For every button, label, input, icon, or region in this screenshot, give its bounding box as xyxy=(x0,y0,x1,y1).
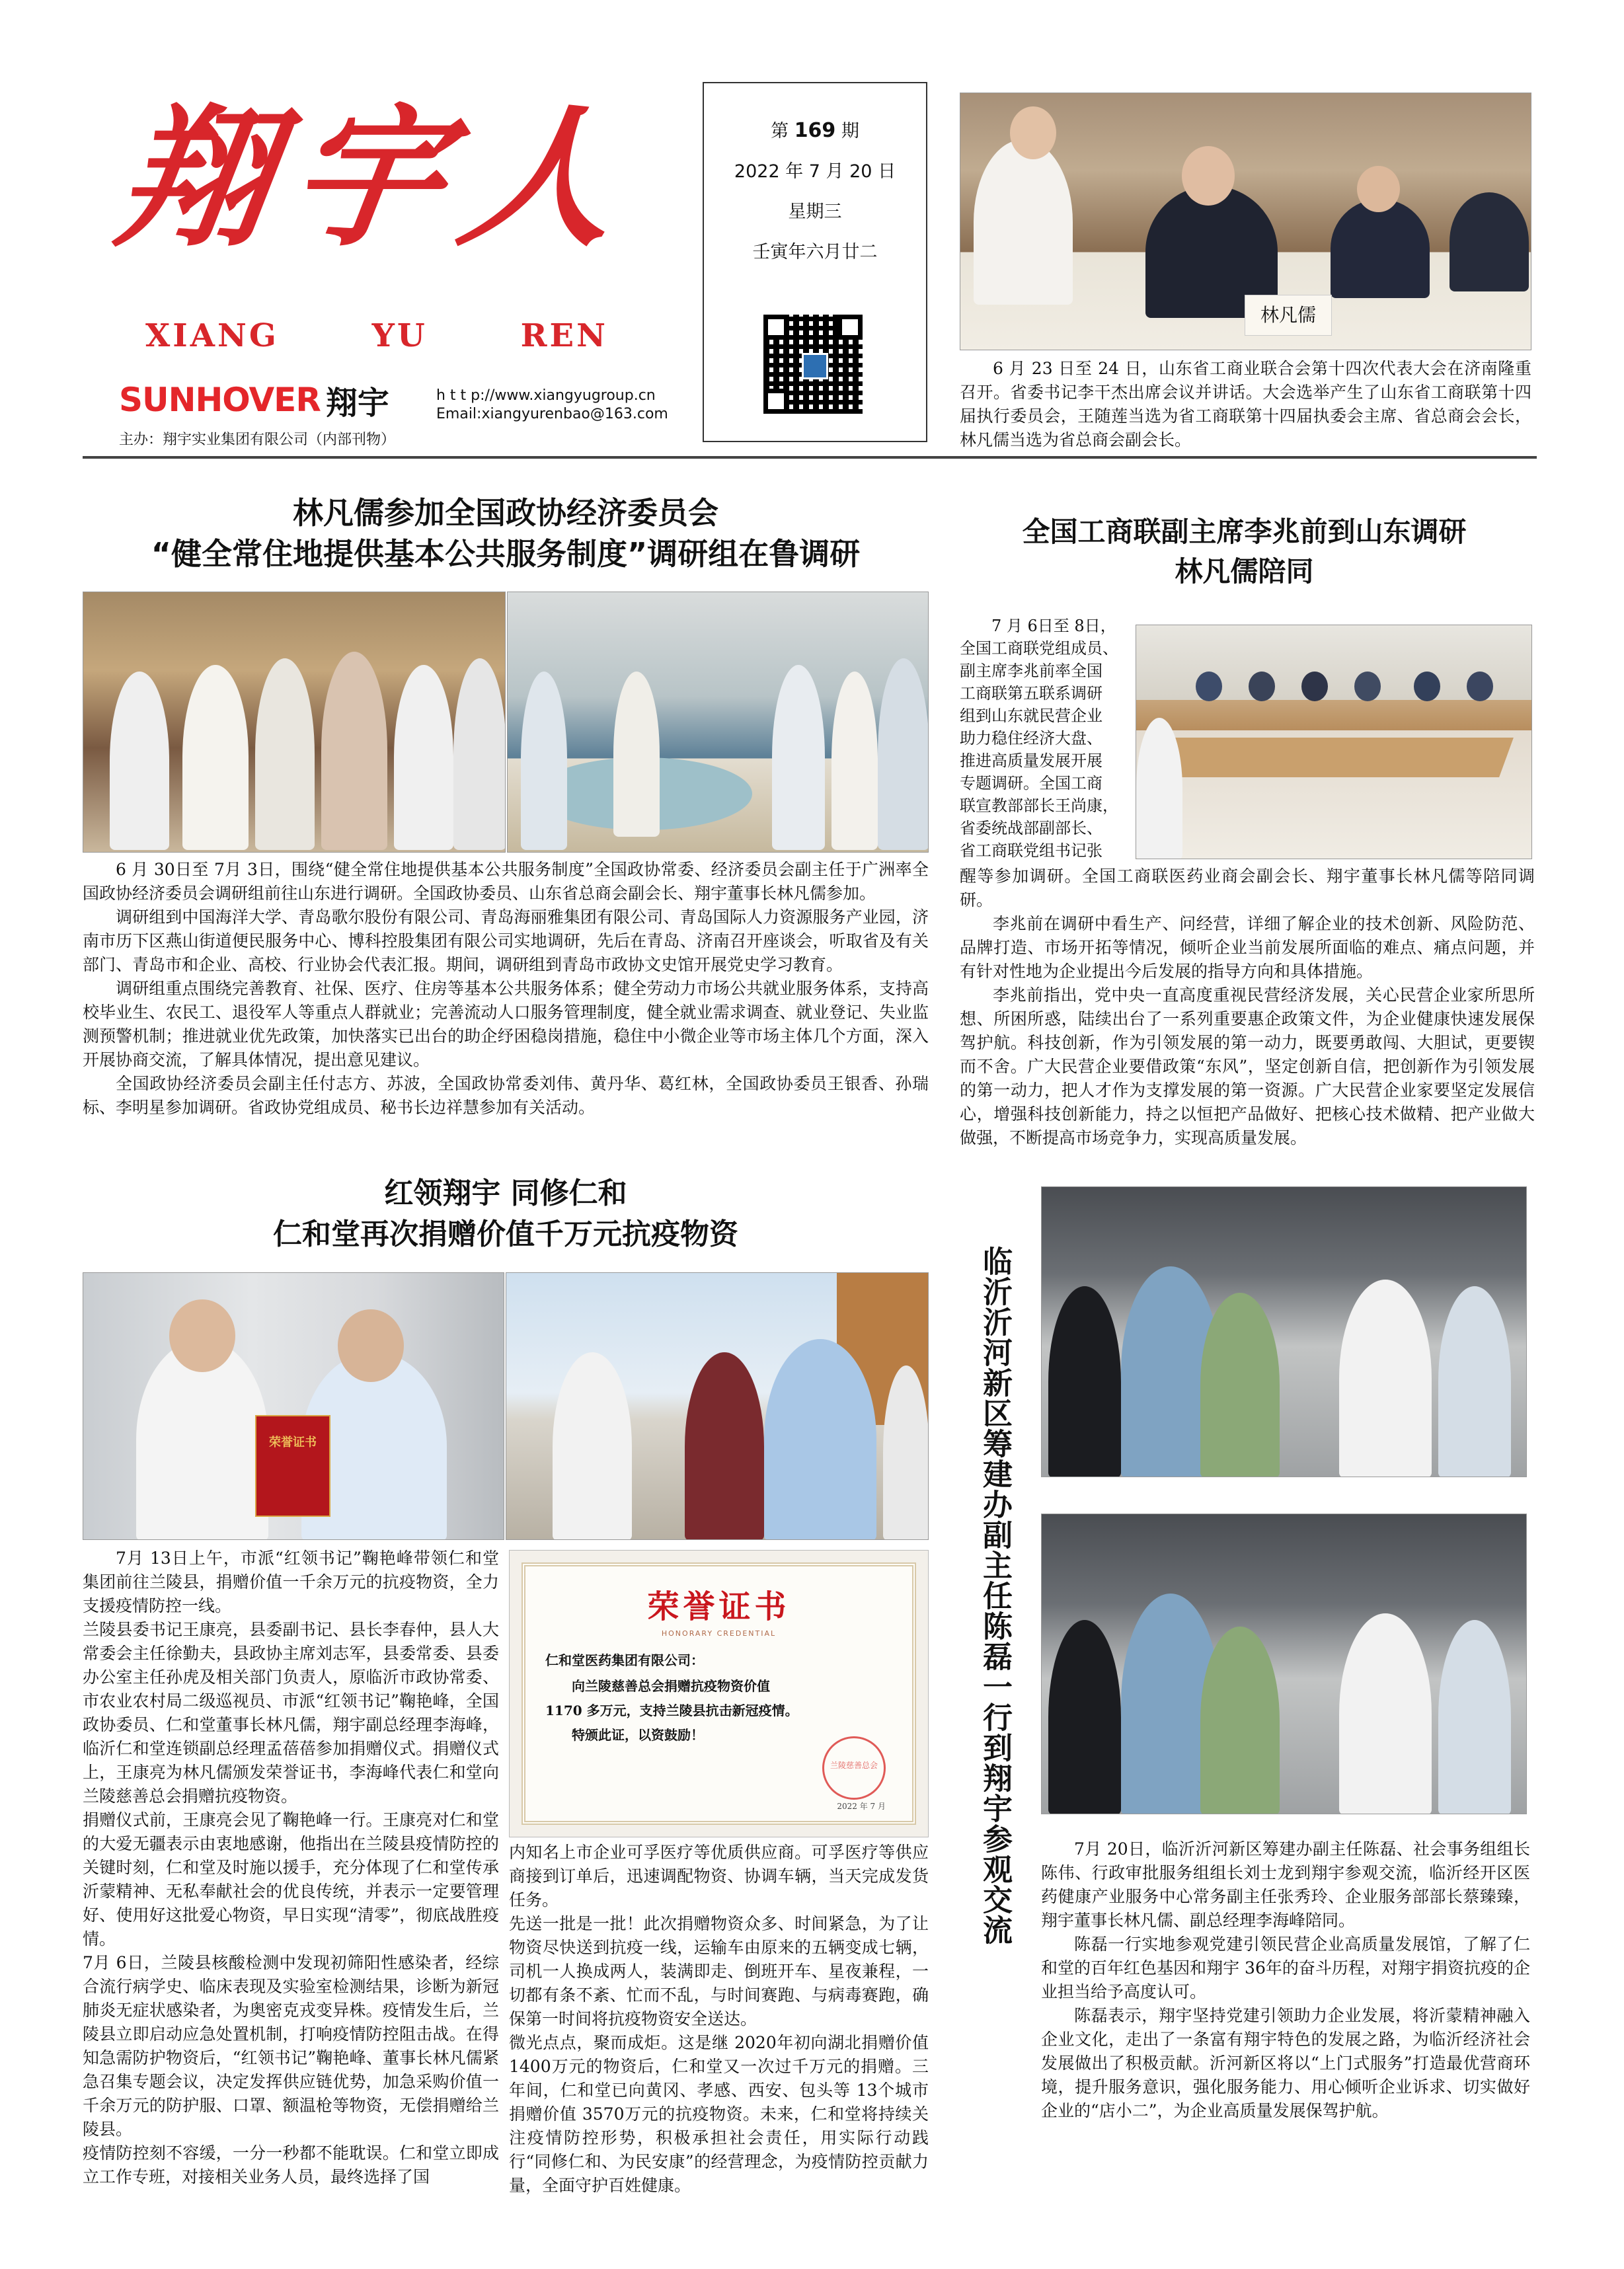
article1-paragraph: 调研组到中国海洋大学、青岛歌尔股份有限公司、青岛海丽雅集团有限公司、青岛国际人力资源服务产业园，济南市历下区燕山街道便民服务中心、博科控股集团有限公司实地调研，先后在青岛、济南召开座谈会，听取省及有关部门、青岛市和企业、高校、行业协会代表汇报。期间，调研组到青岛市政协文史馆开展党史学习教育。 xyxy=(83,907,929,974)
article2-intro-line: 省委统战部副部长、 xyxy=(960,819,1102,837)
roman-ren: REN xyxy=(520,317,608,354)
article1-paragraph: 调研组重点围绕完善教育、社保、医疗、住房等基本公共服务体系；健全劳动力市场公共就业服务体系，支持高校毕业生、农民工、退役军人等重点人群就业；完善流动人口服务管理制度，健全就业需求调查、就业登记、失业监测预警机制；推进就业优先政策，加快落实已出台的助企纾困稳岗措施，稳住中小微企业等市场主体几个方面，深入开展协商交流，了解具体情况，提出意见建议。 xyxy=(83,979,929,1069)
honor-folder-text: 荣誉证书 xyxy=(269,1436,317,1449)
masthead-roman xyxy=(145,317,608,357)
certificate-line3: 特颁此证，以资鼓励！ xyxy=(572,1727,704,1743)
top-photo-caption: 6 月 23 日至 24 日，山东省工商业联合会第十四次代表大会在济南隆重召开。省委书记李干杰出席会议并讲话。大会选举产生了山东省工商联第十四届执行委员会，王随莲当选为省工商联第十四届执委会主席、省总商会会长，林凡儒当选为省总商会副会长。 xyxy=(960,359,1531,449)
article2-title-line1: 全国工商联副主席李兆前到山东调研 xyxy=(1022,516,1467,548)
article1-title xyxy=(83,492,929,574)
article1-photo-left xyxy=(83,592,506,853)
article1-paragraph: 6 月 30日至 7月 3日，围绕“健全常住地提供基本公共服务制度”全国政协常委、经济委员会副主任于广洲率全国政协经济委员会调研组前往山东进行调研。全国政协委员、山东省总商会副会长、翔宇董事长林凡儒参加。 xyxy=(83,860,929,903)
masthead-title-text: 翔宇人 xyxy=(106,89,647,268)
meeting-photo-top xyxy=(960,93,1531,350)
article3-paragraph: 7月 13日上午，市派“红领书记”鞠艳峰带领仁和堂集团前往兰陵县，捐赠价值一千余万元的抗疫物资，全力支援疫情防控一线。 xyxy=(83,1549,499,1615)
article1-paragraph: 全国政协经济委员会副主任付志方、苏波，全国政协常委刘伟、黄丹华、葛红林，全国政协委员王银香、孙瑞标、李明星参加调研。省政协党组成员、秘书长边祥慧参加有关活动。 xyxy=(83,1074,929,1117)
article1-title-line2: “健全常住地提供基本公共服务制度”调研组在鲁调研 xyxy=(151,536,861,572)
certificate-line2: 1170 多万元，支持兰陵县抗击新冠疫情。 xyxy=(545,1703,798,1718)
issue-number-prefix: 第 xyxy=(771,121,789,141)
certificate-seal xyxy=(822,1736,886,1800)
article2-intro-line: 推进高质量发展开展 xyxy=(960,751,1102,770)
article3-photo-right xyxy=(506,1272,929,1540)
roman-xiang: XIANG xyxy=(145,317,279,354)
article3-paragraph: 7月 6日，兰陵县核酸检测中发现初筛阳性感染者，经综合流行病学史、临床表现及实验室检测结果，诊断为新冠肺炎无症状感染者，为奥密克戎变异株。疫情发生后，兰陵县立即启动应急处置机制，打响疫情防控阻击战。在得知急需防护物资后，“红领书记”鞠艳峰、董事长林凡儒紧急召集专题会议，决定发挥供应链优势，加急采购价值一千余万元的防护服、口罩、额温枪等物资，无偿捐赠给兰陵县。 xyxy=(83,1953,499,2139)
article3-photo-left xyxy=(83,1272,504,1540)
roman-yu: YU xyxy=(371,317,428,354)
article3-paragraph: 捐赠仪式前，王康亮会见了鞠艳峰一行。王康亮对仁和堂的大爱无疆表示由衷地感谢，他指出在兰陵县疫情防控的关键时刻，仁和堂及时施以援手，充分体现了仁和堂传承沂蒙精神、无私奉献社会的优良传统，并表示一定要管理好、使用好这批爱心物资，早日实现“清零”，彻底战胜疫情。 xyxy=(83,1810,499,1948)
article3-title-line2: 仁和堂再次捐赠价值千万元抗疫物资 xyxy=(273,1217,738,1251)
brand-latin: SUNHOVER xyxy=(119,381,321,419)
article3-paragraph: 内知名上市企业可孚医疗等优质供应商。可孚医疗等供应商接到订单后，迅速调配物资、协调车辆，当天完成发货任务。 xyxy=(509,1843,929,1909)
article2-meeting-photo xyxy=(1136,625,1532,859)
masthead-title xyxy=(106,86,648,271)
issue-weekday: 星期三 xyxy=(788,202,842,222)
masthead-email: Email:xiangyurenbao@163.com xyxy=(436,406,668,422)
certificate-title: 荣誉证书 xyxy=(647,1588,791,1625)
article2-intro-line: 组到山东就民营企业 xyxy=(960,707,1102,725)
article4-photo-top xyxy=(1041,1186,1527,1477)
issue-number-value: 169 xyxy=(794,119,836,142)
masthead-url: h t t p://www.xiangyugroup.cn xyxy=(436,387,656,404)
certificate-seal-org: 兰陵慈善总会 xyxy=(830,1761,878,1770)
issue-lunar: 壬寅年六月廿二 xyxy=(752,242,878,262)
article2-intro-line: 工商联第五联系调研 xyxy=(960,684,1102,703)
article2-paragraph: 醒等参加调研。全国工商联医药业商会副会长、翔宇董事长林凡儒等陪同调研。 xyxy=(960,866,1535,909)
issue-number-suffix: 期 xyxy=(841,121,859,141)
article2-intro-line: 7 月 6日至 8日， xyxy=(991,617,1116,635)
article4-vertical-title: 临沂沂河新区筹建办副主任陈磊一行到翔宇参观交流 xyxy=(978,1246,1013,1945)
article2-intro-line: 全国工商联党组成员、 xyxy=(960,639,1118,658)
article4-body xyxy=(1041,1837,1530,2123)
article3-body-col1 xyxy=(83,1547,499,2189)
article1-body xyxy=(83,858,929,1120)
certificate-recipient: 仁和堂医药集团有限公司： xyxy=(545,1652,704,1668)
article2-title-line2: 林凡儒陪同 xyxy=(1175,555,1314,588)
honor-folder xyxy=(255,1415,330,1517)
article2-intro-line: 助力稳住经济大盘、 xyxy=(960,729,1102,748)
article2-intro-line: 专题调研。全国工商 xyxy=(960,774,1102,792)
issue-number xyxy=(704,116,926,142)
article3-body-col2 xyxy=(509,1841,929,2198)
article4-paragraph: 7月 20日，临沂沂河新区筹建办副主任陈磊、社会事务组组长陈伟、行政审批服务组组长刘士龙到翔宇参观交流，临沂经开区医药健康产业服务中心常务副主任张秀玲、企业服务部部长蔡臻臻，翔宇董事长林凡儒、副总经理李海峰陪同。 xyxy=(1041,1839,1530,1930)
article3-title xyxy=(83,1173,929,1255)
issue-date: 2022 年 7 月 20 日 xyxy=(734,161,896,182)
certificate-line1: 向兰陵慈善总会捐赠抗疫物资价值 xyxy=(572,1678,770,1694)
article2-intro xyxy=(960,615,1132,862)
top-divider xyxy=(83,456,1537,459)
article2-title xyxy=(952,512,1537,592)
nameplate: 林凡儒 xyxy=(1245,295,1332,336)
article4-paragraph: 陈磊一行实地参观党建引领民营企业高质量发展馆，了解了仁和堂的百年红色基因和翔宇 36年的奋斗历程，对翔宇捐资抗疫的企业担当给予高度认可。 xyxy=(1041,1935,1530,2001)
article2-intro-line: 联宣教部部长王尚康， xyxy=(960,796,1118,815)
article2-intro-line: 副主席李兆前率全国 xyxy=(960,662,1102,680)
article3-paragraph: 先送一批是一批！此次捐赠物资众多、时间紧急，为了让物资尽快送到抗疫一线，运输车由原来的五辆变成七辆，司机一人换成两人，装满即走、倒班开车、星夜兼程，一切都有条不紊、忙而不乱，与时间赛跑、与病毒赛跑，确保第一时间将抗疫物资安全送达。 xyxy=(509,1914,929,2028)
certificate-date: 2022 年 7 月 xyxy=(837,1802,886,1811)
article1-title-line1: 林凡儒参加全国政协经济委员会 xyxy=(293,495,718,531)
article3-paragraph: 疫情防控刻不容缓，一分一秒都不能耽误。仁和堂立即成立工作专班，对接相关业务人员，最终选择了国 xyxy=(83,2143,499,2186)
article2-body xyxy=(960,865,1535,1150)
article3-paragraph: 兰陵县委书记王康亮，县委副书记、县长李春仲，县人大常委会主任徐勤夫，县政协主席刘志军，县委常委、县委办公室主任孙虎及相关部门负责人，原临沂市政协常委、市农业农村局二级巡视员、市派“红领书记”鞠艳峰，全国政协委员、仁和堂董事长林凡儒，翔宇副总经理李海峰，临沂仁和堂连锁副总经理孟蓓蓓参加捐赠仪式。捐赠仪式上，王康亮为林凡儒颁发荣誉证书，李海峰代表仁和堂向兰陵慈善总会捐赠抗疫物资。 xyxy=(83,1620,499,1806)
issue-box xyxy=(703,82,927,442)
brand-cn: 翔宇 xyxy=(325,384,389,422)
article4-paragraph: 陈磊表示，翔宇坚持党建引领助力企业发展，将沂蒙精神融入企业文化，走出了一条富有翔宇特色的发展之路，为临沂经济社会发展做出了积极贡献。沂河新区将以“上门式服务”打造最优营商环境，提升服务意识，强化服务能力、用心倾听企业诉求、切实做好企业的“店小二”，为企业高质量发展保驾护航。 xyxy=(1041,2006,1530,2120)
article3-title-line1: 红领翔宇 同修仁和 xyxy=(384,1176,627,1210)
qr-code[interactable] xyxy=(763,315,863,414)
certificate-subtitle: HONORARY CREDENTIAL xyxy=(661,1629,777,1638)
article2-paragraph: 李兆前在调研中看生产、问经营，详细了解企业的技术创新、风险防范、品牌打造、市场开拓等情况，倾听企业当前发展所面临的难点、痛点问题，并有针对性地为企业提出今后发展的指导方向和具体措施。 xyxy=(960,914,1535,981)
honor-certificate xyxy=(509,1550,929,1837)
article4-photo-bottom xyxy=(1041,1514,1527,1814)
brand-logo xyxy=(119,380,389,420)
masthead-sponsor: 主办：翔宇实业集团有限公司（内部刊物） xyxy=(119,432,396,448)
article2-paragraph: 李兆前指出，党中央一直高度重视民营经济发展，关心民营企业家所思所想、所困所惑，陆续出台了一系列重要惠企政策文件，为企业健康快速发展保驾护航。科技创新，作为引领发展的第一动力，既要勇敢闯、大胆试，更要锲而不舍。广大民营企业要借政策“东风”，坚定创新自信，把创新作为引领发展的第一动力，把人才作为支撑发展的第一资源。广大民营企业家要坚定发展信心，增强科技创新能力，持之以恒把产品做好、把核心技术做精、把产业做大做强，不断提高市场竞争力，实现高质量发展。 xyxy=(960,985,1535,1147)
article2-intro-line: 省工商联党组书记张 xyxy=(960,841,1102,860)
article3-paragraph: 微光点点，聚而成炬。这是继 2020年初向湖北捐赠价值 1400万元的物资后，仁和堂又一次过千万元的捐赠。三年间，仁和堂已向黄冈、孝感、西安、包头等 13个城市捐赠价值 3570万元的抗疫物资。未来，仁和堂将持续关注疫情防控形势，积极承担社会责任，用实际行动践行“同修仁和、为民安康”的经营理念，为疫情防控贡献力量，全面守护百姓健康。 xyxy=(509,2033,929,2195)
article1-photo-right xyxy=(507,592,929,853)
